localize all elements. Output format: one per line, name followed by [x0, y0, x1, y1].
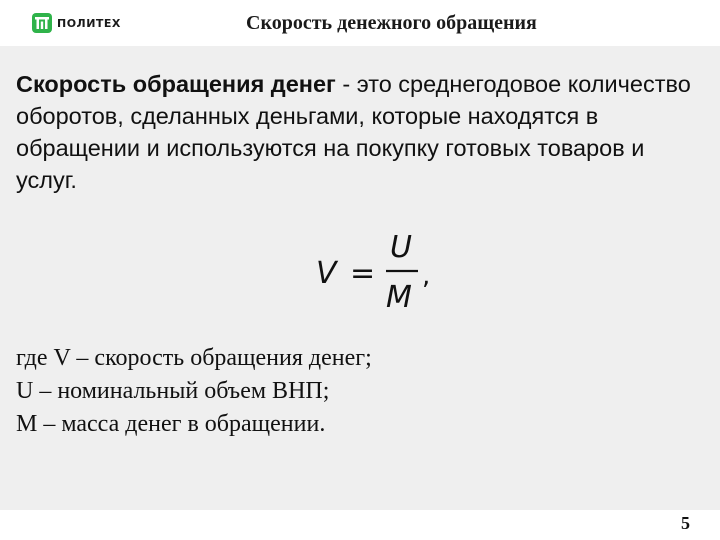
- velocity-formula: [312, 224, 452, 314]
- logo-text: ПОЛИТЕХ: [57, 16, 121, 30]
- definition-text: - это среднегодовое количество оборотов, сделанных деньгами, которые находятся в обращении и используются на покупку готовых товаров и услуг.: [16, 71, 691, 193]
- header: [0, 0, 720, 46]
- legend-line-v: где V – скорость обращения денег;: [16, 345, 372, 371]
- legend-line-u: U – номинальный объем ВНП;: [16, 378, 330, 404]
- definition-paragraph: [16, 68, 706, 196]
- formula-denominator: M: [386, 280, 412, 314]
- formula-punct: ,: [422, 261, 431, 291]
- footer: [0, 510, 720, 540]
- formula-legend: [16, 342, 372, 441]
- slide-title: Скорость денежного обращения: [246, 12, 537, 34]
- politech-logo: [32, 13, 121, 33]
- formula-lhs: V: [316, 256, 337, 291]
- page-number: 5: [681, 513, 690, 533]
- content-area: [0, 46, 720, 510]
- formula-numerator: U: [390, 230, 412, 265]
- definition-term: Скорость обращения денег: [16, 71, 336, 97]
- legend-line-m: М – масса денег в обращении.: [16, 411, 326, 437]
- politech-logo-icon: [32, 13, 52, 33]
- formula-equals: =: [350, 256, 376, 291]
